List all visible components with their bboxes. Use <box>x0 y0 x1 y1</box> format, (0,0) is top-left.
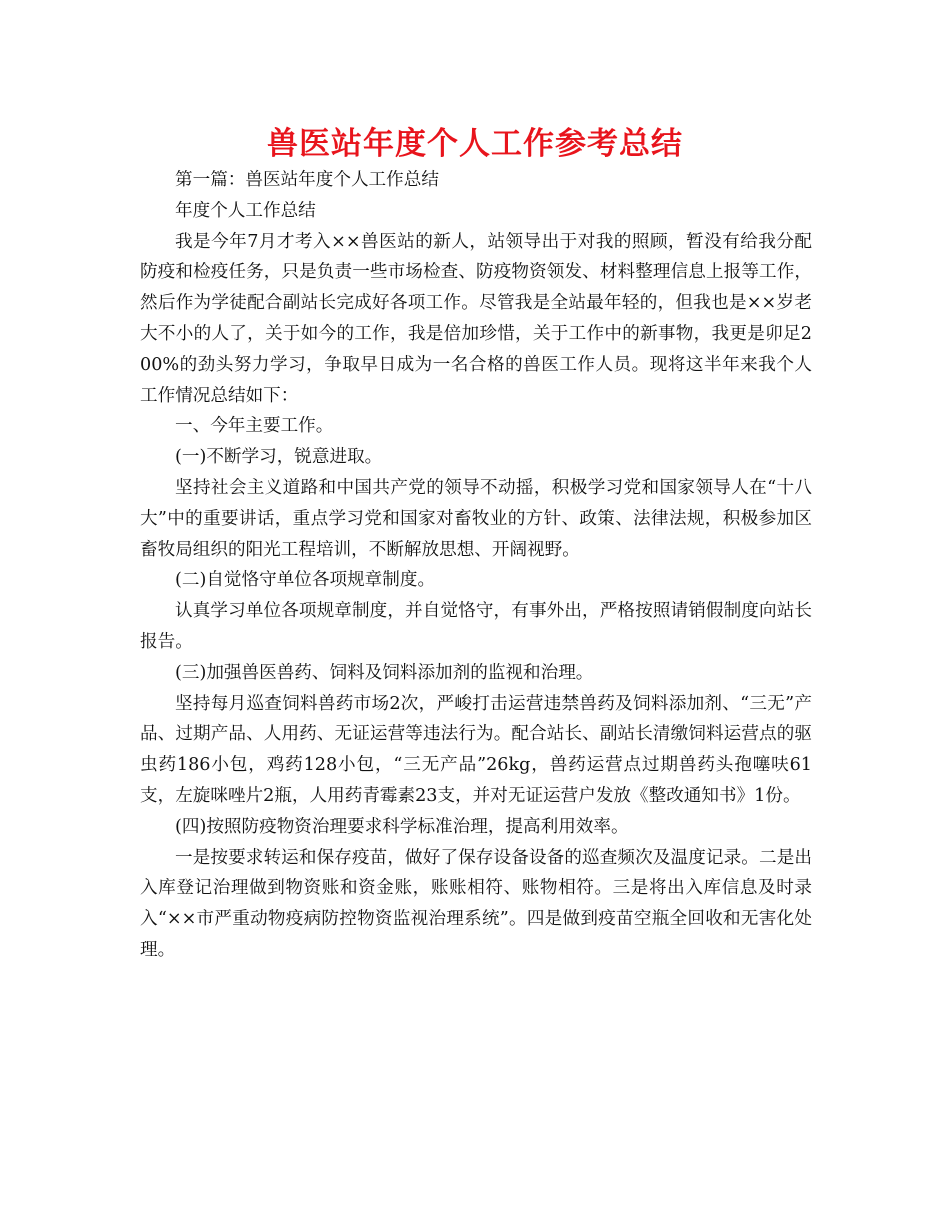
subheading-learning: (一)不断学习，锐意进取。 <box>175 447 383 468</box>
heading-annual-summary: 年度个人工作总结 <box>175 200 316 221</box>
document-title: 兽医站年度个人工作参考总结 <box>267 126 683 162</box>
paragraph-rules: 认真学习单位各项规章制度，并自觉恪守，有事外出，严格按照请销假制度向站长报告。 <box>140 601 812 652</box>
heading-first-article: 第一篇：兽医站年度个人工作总结 <box>175 170 439 190</box>
paragraph-intro: 我是今年7月才考入××兽医站的新人，站领导出于对我的照顾，暂没有给我分配防疫和检疫任务，只是负责一些市场检查、防疫物资领发、材料整理信息上报等工作，然后作为学徒配合副站长完成好各项工作。尽管我是全站最年轻的，但我也是××岁老大不小的人了，关于如今的工作，我是倍加珍惜，关于工作中的新事物，我更是卯足200%的劲头努力学习，争取早日成为一名合格的兽医工作人员。现将这半年来我个人工作情况总结如下： <box>140 231 812 406</box>
section-heading-main-work: 一、今年主要工作。 <box>175 416 334 437</box>
paragraph-supervision: 坚持每月巡查饲料兽药市场2次，严峻打击运营违禁兽药及饲料添加剂、“三无”产品、过期产品、人用药、无证运营等违法行为。配合站长、副站长清缴饲料运营点的驱虫药186小包，鸡药128小包，“三无产品”26kg，兽药运营点过期兽药头孢噻呋61支，左旋咪唑片2瓶，人用药青霉素23支，并对无证运营户发放《整改通知书》1份。 <box>140 693 812 806</box>
paragraph-materials: 一是按要求转运和保存疫苗，做好了保存设备设备的巡查频次及温度记录。二是出入库登记治理做到物资账和资金账，账账相符、账物相符。三是将出入库信息及时录入“××市严重动物疫病防控物资监视治理系统”。四是做到疫苗空瓶全回收和无害化处理。 <box>140 847 812 960</box>
document-body <box>140 165 812 966</box>
subheading-supervision: (三)加强兽医兽药、饲料及饲料添加剂的监视和治理。 <box>175 662 594 683</box>
subheading-materials: (四)按照防疫物资治理要求科学标准治理，提高利用效率。 <box>175 816 629 837</box>
paragraph-learning: 坚持社会主义道路和中国共产党的领导不动摇，积极学习党和国家领导人在“十八大”中的重要讲话，重点学习党和国家对畜牧业的方针、政策、法律法规，积极参加区畜牧局组织的阳光工程培训，不断解放思想、开阔视野。 <box>140 477 812 560</box>
subheading-rules: (二)自觉恪守单位各项规章制度。 <box>175 570 436 591</box>
